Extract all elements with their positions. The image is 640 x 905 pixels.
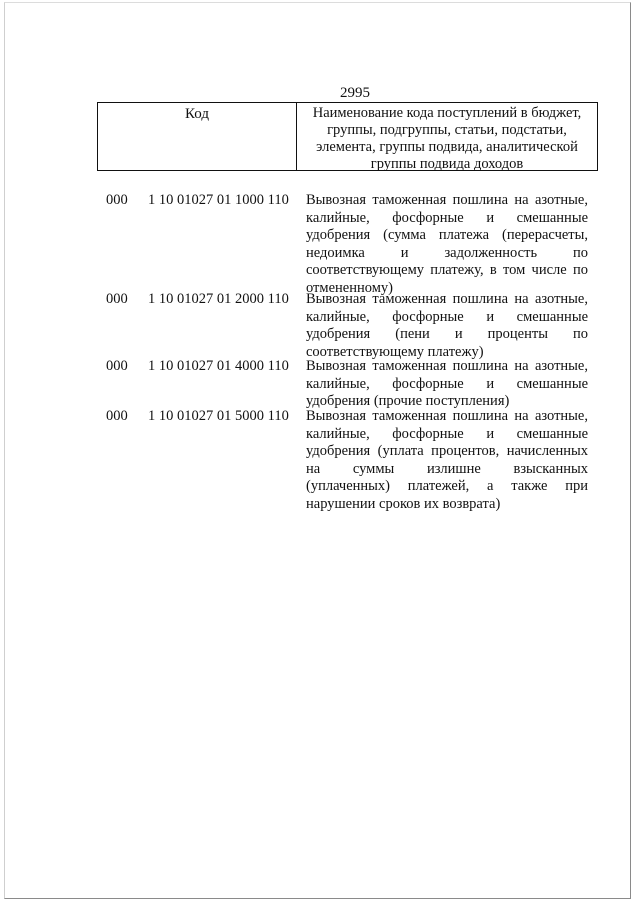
header-name-column: Наименование кода поступлений в бюджет, группы, подгруппы, статьи, подстатьи, элемента, группы подвида, аналитической группы подвида доходов bbox=[312, 105, 582, 172]
admin-code: 000 bbox=[106, 192, 128, 208]
admin-code: 000 bbox=[106, 291, 128, 307]
budget-code: 1 10 01027 01 4000 110 bbox=[148, 358, 289, 374]
row-description: Вывозная таможенная пошлина на азотные, калийные, фосфорные и смешанные удобрения (уплата процентов, начисленных на суммы излишне взысканных (уплаченных) платежей, а также при нарушении сроков их возврата) bbox=[306, 408, 588, 512]
row-description: Вывозная таможенная пошлина на азотные, калийные, фосфорные и смешанные удобрения (прочие поступления) bbox=[306, 358, 588, 409]
admin-code: 000 bbox=[106, 358, 128, 374]
page-number: 2995 bbox=[340, 85, 370, 101]
header-code-column: Код bbox=[98, 103, 297, 170]
admin-code: 000 bbox=[106, 408, 128, 424]
row-description: Вывозная таможенная пошлина на азотные, калийные, фосфорные и смешанные удобрения (пени и проценты по соответствующему платежу) bbox=[306, 291, 588, 360]
table-header bbox=[97, 102, 598, 171]
budget-code: 1 10 01027 01 2000 110 bbox=[148, 291, 289, 307]
row-description: Вывозная таможенная пошлина на азотные, калийные, фосфорные и смешанные удобрения (сумма платежа (перерасчеты, недоимка и задолженность по соответствующему платежу, в том числе по отмененному) bbox=[306, 192, 588, 296]
budget-code: 1 10 01027 01 1000 110 bbox=[148, 192, 289, 208]
budget-code: 1 10 01027 01 5000 110 bbox=[148, 408, 289, 424]
